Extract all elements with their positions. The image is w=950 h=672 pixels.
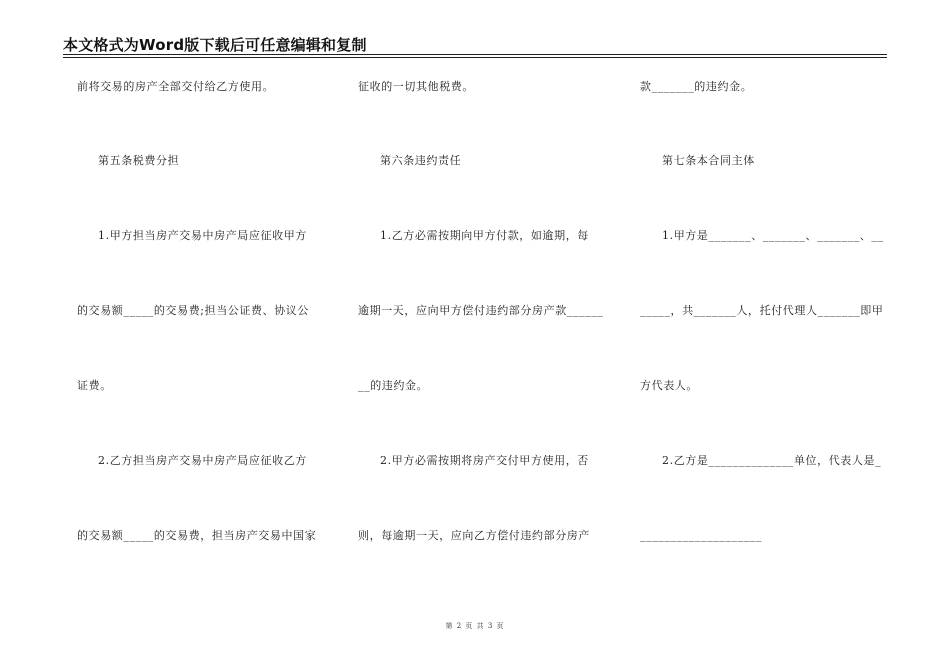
col1-line-2: 第五条税费分担 (98, 154, 180, 167)
col2-line-5: __的违约金。 (358, 379, 429, 392)
col2-line-6: 2.甲方必需按期将房产交付甲方使用，否 (380, 454, 589, 467)
col3-line-2: 第七条本合同主体 (662, 154, 755, 167)
col1-line-6: 2.乙方担当房产交易中房产局应征收乙方 (98, 454, 307, 467)
col1-line-7: 的交易额_____的交易费，担当房产交易中国家 (77, 529, 317, 542)
col1-line-4: 的交易额_____的交易费;担当公证费、协议公 (77, 304, 310, 317)
col3-line-1: 款_______的违约金。 (640, 80, 753, 93)
col2-line-3: 1.乙方必需按期向甲方付款，如逾期，每 (380, 229, 589, 242)
col1-line-5: 证费。 (77, 379, 112, 392)
page-number: 第 2 页 共 3 页 (445, 622, 505, 630)
col2-line-1: 征收的一切其他税费。 (358, 80, 474, 93)
col2-line-2: 第六条违约责任 (380, 154, 462, 167)
col3-line-7: ____________________ (640, 529, 762, 542)
col2-line-4: 逾期一天，应向甲方偿付违约部分房产款______ (358, 304, 604, 317)
header-rule-top (63, 54, 887, 55)
document-header-title: 本文格式为Word版下载后可任意编辑和复制 (63, 36, 367, 54)
col3-line-4: _____，共_______人，托付代理人_______即甲 (640, 304, 884, 317)
col3-line-5: 方代表人。 (640, 379, 698, 392)
header-rule-bottom (63, 57, 887, 58)
col3-line-6: 2.乙方是______________单位，代表人是_ (662, 454, 882, 467)
col3-line-3: 1.甲方是_______、_______、_______、__ (662, 229, 884, 242)
col1-line-1: 前将交易的房产全部交付给乙方使用。 (77, 80, 275, 93)
col2-line-7: 则，每逾期一天，应向乙方偿付违约部分房产 (358, 529, 590, 542)
col1-line-3: 1.甲方担当房产交易中房产局应征收甲方 (98, 229, 307, 242)
